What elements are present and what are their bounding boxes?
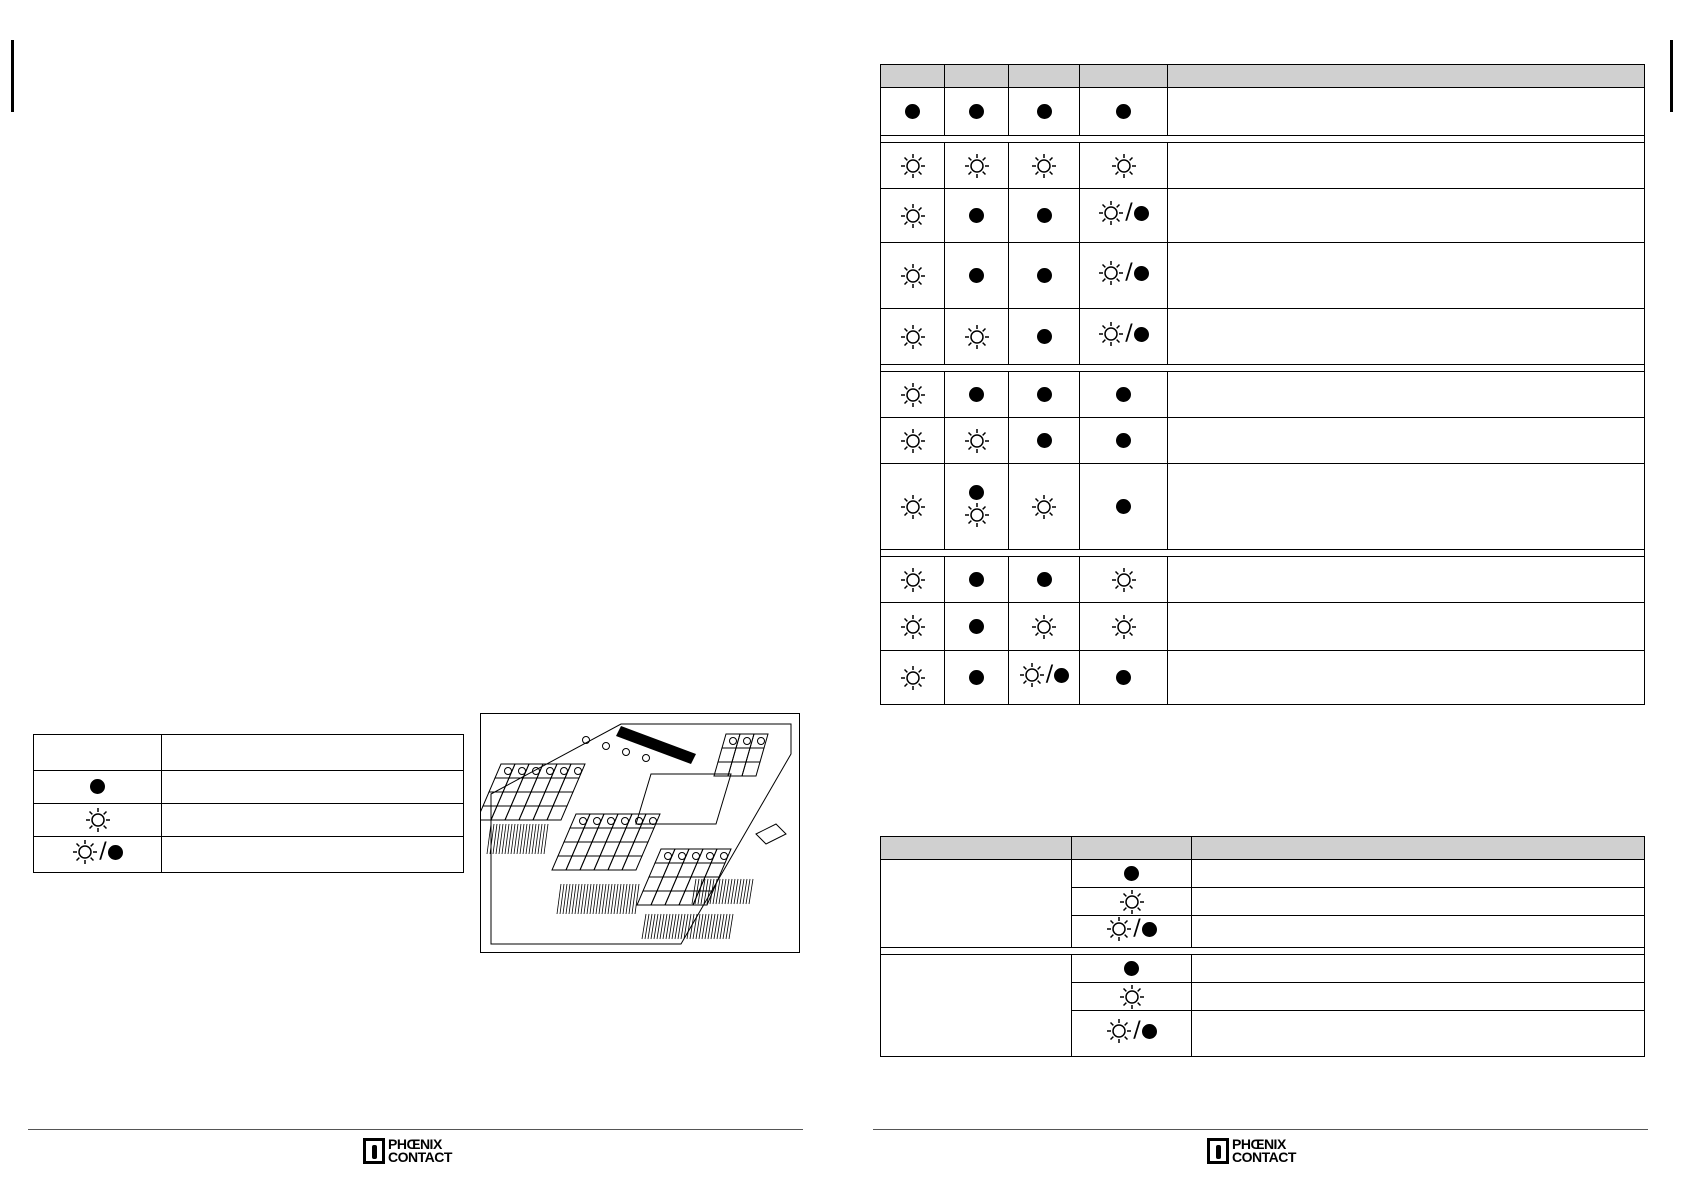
status-row (881, 309, 1645, 365)
led-on-icon (900, 157, 926, 174)
led-off-or-on-icon (945, 485, 1008, 528)
led-off-icon (969, 670, 984, 685)
led-on-icon (900, 432, 926, 449)
device-figure (480, 713, 800, 953)
group-separator (881, 948, 1645, 955)
led-off-icon (1124, 961, 1139, 976)
led-on-icon (964, 157, 990, 174)
led-flashing-icon: / (1098, 321, 1148, 347)
signal-header-led (1072, 837, 1192, 860)
status-row (881, 557, 1645, 603)
status-row (881, 418, 1645, 464)
brand-line2: CONTACT (1232, 1149, 1296, 1165)
led-off-icon (969, 387, 984, 402)
status-row (881, 88, 1645, 136)
status-header-col1 (881, 65, 945, 88)
led-on-icon (900, 571, 926, 588)
led-off-icon (1037, 572, 1052, 587)
led-off-icon (1116, 433, 1131, 448)
legend-row (34, 771, 464, 804)
led-on-icon (900, 618, 926, 635)
led-off-icon (969, 619, 984, 634)
brand-line1: PHŒNIX (1232, 1136, 1286, 1152)
led-on-icon (900, 669, 926, 686)
led-on-icon (85, 811, 111, 828)
led-off-icon (969, 208, 984, 223)
status-row (881, 243, 1645, 309)
led-off-icon (1116, 499, 1131, 514)
led-off-icon (905, 104, 920, 119)
led-flashing-icon: / (1098, 200, 1148, 226)
signal-header-meaning (1192, 837, 1645, 860)
signal-header-name (881, 837, 1072, 860)
margin-bar-left (11, 40, 14, 112)
brand-logo-right (1207, 1138, 1296, 1164)
group-separator (881, 365, 1645, 372)
status-header-meaning (1168, 65, 1645, 88)
footer-rule-right (873, 1129, 1648, 1130)
status-header-col3 (1009, 65, 1080, 88)
led-status-table (880, 64, 1645, 705)
led-on-icon (900, 386, 926, 403)
signal-row (881, 955, 1645, 983)
signal-row (881, 860, 1645, 888)
led-off-icon (969, 104, 984, 119)
led-flashing-icon: / (1098, 260, 1148, 286)
status-header-col2 (945, 65, 1009, 88)
status-header-col4 (1080, 65, 1168, 88)
led-on-icon (1119, 988, 1145, 1005)
legend-header-meaning (162, 735, 464, 771)
led-off-icon (1116, 104, 1131, 119)
led-on-icon (1111, 157, 1137, 174)
led-off-icon (1116, 670, 1131, 685)
led-off-icon (1037, 208, 1052, 223)
led-on-icon (964, 432, 990, 449)
led-on-icon (1031, 498, 1057, 515)
led-legend-table (33, 734, 464, 873)
status-row (881, 372, 1645, 418)
brand-line1: PHŒNIX (388, 1136, 442, 1152)
led-on-icon (1111, 571, 1137, 588)
led-on-icon (900, 207, 926, 224)
status-row (881, 603, 1645, 651)
signal-table (880, 836, 1645, 1057)
led-on-icon (1111, 618, 1137, 635)
led-off-icon (1037, 268, 1052, 283)
led-off-icon (1037, 387, 1052, 402)
led-flashing-icon: / (72, 839, 122, 865)
led-on-icon (1031, 618, 1057, 635)
legend-header-symbol (34, 735, 162, 771)
led-off-icon (969, 268, 984, 283)
brand-mark-icon (363, 1138, 385, 1164)
led-off-icon (90, 779, 105, 794)
led-off-icon (1124, 866, 1139, 881)
led-on-icon (900, 498, 926, 515)
legend-row (34, 837, 464, 873)
led-off-icon (1037, 104, 1052, 119)
group-separator (881, 136, 1645, 143)
led-on-icon (964, 328, 990, 345)
led-off-icon (1037, 329, 1052, 344)
brand-mark-icon (1207, 1138, 1229, 1164)
status-row (881, 143, 1645, 189)
led-off-icon (1116, 387, 1131, 402)
led-flashing-icon: / (1019, 662, 1069, 688)
brand-line2: CONTACT (388, 1149, 452, 1165)
margin-bar-right (1670, 40, 1673, 112)
led-on-icon (1031, 157, 1057, 174)
led-off-icon (969, 572, 984, 587)
led-on-icon (900, 328, 926, 345)
led-flashing-icon: / (1106, 916, 1156, 942)
device-illustration (481, 714, 799, 952)
footer-rule-left (28, 1129, 803, 1130)
led-on-icon (900, 267, 926, 284)
status-row (881, 651, 1645, 705)
led-on-icon (1119, 893, 1145, 910)
led-flashing-icon: / (1106, 1018, 1156, 1044)
led-off-icon (1037, 433, 1052, 448)
group-separator (881, 550, 1645, 557)
status-row (881, 464, 1645, 550)
status-row (881, 189, 1645, 243)
brand-logo-left (363, 1138, 452, 1164)
legend-row (34, 804, 464, 837)
